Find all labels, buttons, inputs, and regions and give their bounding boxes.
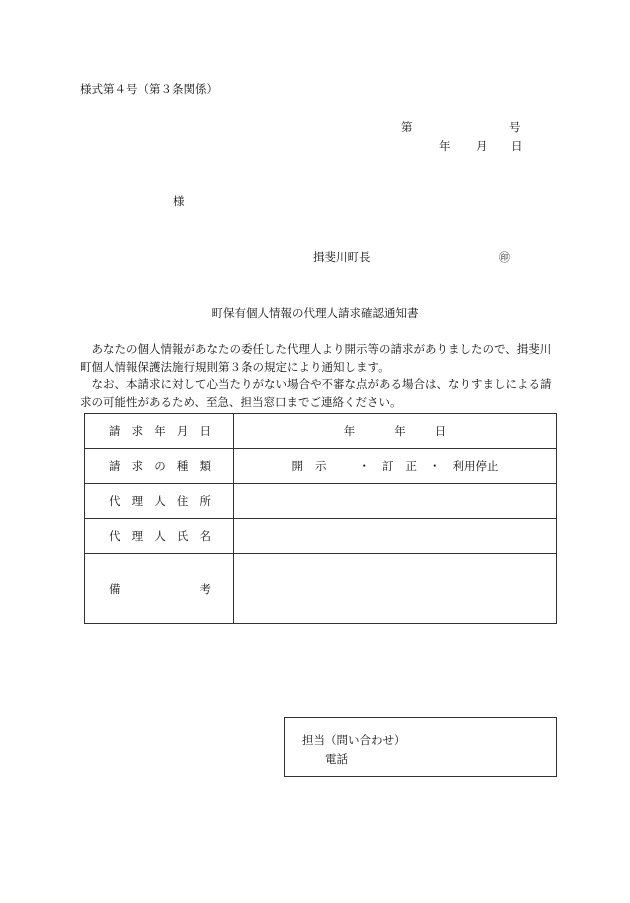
value-part: 開: [291, 459, 303, 473]
request-type-value-cell: [234, 449, 557, 484]
value-part: 日: [434, 424, 447, 438]
request-type-options: [234, 458, 556, 474]
label-char: 求: [131, 459, 144, 473]
phone-label: 電話: [325, 752, 348, 766]
date-day-label: 日: [511, 139, 523, 153]
label-char: 理: [131, 529, 144, 543]
label-char: 類: [199, 459, 211, 473]
label-char: 氏: [176, 529, 189, 543]
label-char: 月: [176, 424, 189, 438]
label-char: 種: [176, 459, 189, 473]
document-number-suffix: 号: [509, 120, 521, 134]
value-part: 正: [405, 459, 417, 473]
request-date-value: [234, 423, 556, 439]
sender-name: 揖斐川町長: [313, 250, 371, 264]
body-paragraph-1: あなたの個人情報があなたの委任した代理人より開示等の請求がありましたので、揖斐川町個人情報保護法施行規則第３条の規定により通知します。: [80, 342, 552, 374]
value-part: 示: [315, 459, 327, 473]
value-part: 利用停止: [452, 459, 499, 473]
label-char: 求: [131, 424, 144, 438]
label-char: 名: [199, 529, 211, 543]
agent-name-value-cell: [234, 519, 557, 554]
label-agent-address: [85, 493, 233, 509]
value-part: ・: [358, 459, 370, 473]
label-cell: [85, 484, 234, 519]
label-cell: [85, 519, 234, 554]
label-request-type: [85, 458, 233, 474]
table-row-request-date: [85, 414, 557, 449]
label-remarks: [85, 581, 233, 597]
label-char: 請: [109, 424, 121, 438]
label-char: 代: [109, 494, 121, 508]
value-part: 年: [394, 424, 406, 438]
remarks-value-cell: [234, 554, 557, 624]
date-year-label: 年: [439, 139, 451, 153]
date-month-label: 月: [476, 139, 488, 153]
document-number-prefix: 第: [401, 120, 413, 134]
value-part: 年: [343, 424, 356, 438]
table-row-request-type: [85, 449, 557, 484]
label-char: 備: [109, 581, 121, 596]
agent-address-value-cell: [234, 484, 557, 519]
label-char: の: [154, 459, 166, 473]
label-char: 請: [109, 459, 121, 473]
label-char: 理: [131, 494, 144, 508]
label-cell: [85, 414, 234, 449]
body-paragraph-2: なお、本請求に対して心当たりがない場合や不審な点がある場合は、なりすましによる請求の可能性があるため、至急、担当窓口までご連絡ください。: [80, 377, 552, 409]
label-char: 日: [199, 424, 211, 438]
label-char: 所: [199, 494, 211, 508]
form-number: 様式第４号（第３条関係）: [80, 82, 218, 96]
value-part: 訂: [382, 459, 394, 473]
contact-box: [284, 717, 557, 777]
table-row-remarks: [85, 554, 557, 624]
contact-label: 担当（問い合わせ）: [302, 733, 406, 747]
label-agent-name: [85, 528, 233, 544]
seal-mark: ㊞: [499, 251, 510, 264]
label-char: 代: [109, 529, 121, 543]
recipient-honorific: 様: [173, 194, 185, 208]
request-info-table: [84, 413, 557, 624]
label-cell: [85, 449, 234, 484]
label-cell: [85, 554, 234, 624]
label-char: 人: [154, 529, 166, 543]
document-title: 町保有個人情報の代理人請求確認通知書: [211, 306, 419, 320]
label-char: 年: [154, 424, 166, 438]
request-date-value-cell: [234, 414, 557, 449]
label-char: 考: [199, 581, 211, 596]
label-char: 人: [154, 494, 166, 508]
label-request-date: [85, 423, 233, 439]
table-row-agent-address: [85, 484, 557, 519]
table-row-agent-name: [85, 519, 557, 554]
value-part: ・: [429, 459, 441, 473]
label-char: 住: [176, 494, 189, 508]
